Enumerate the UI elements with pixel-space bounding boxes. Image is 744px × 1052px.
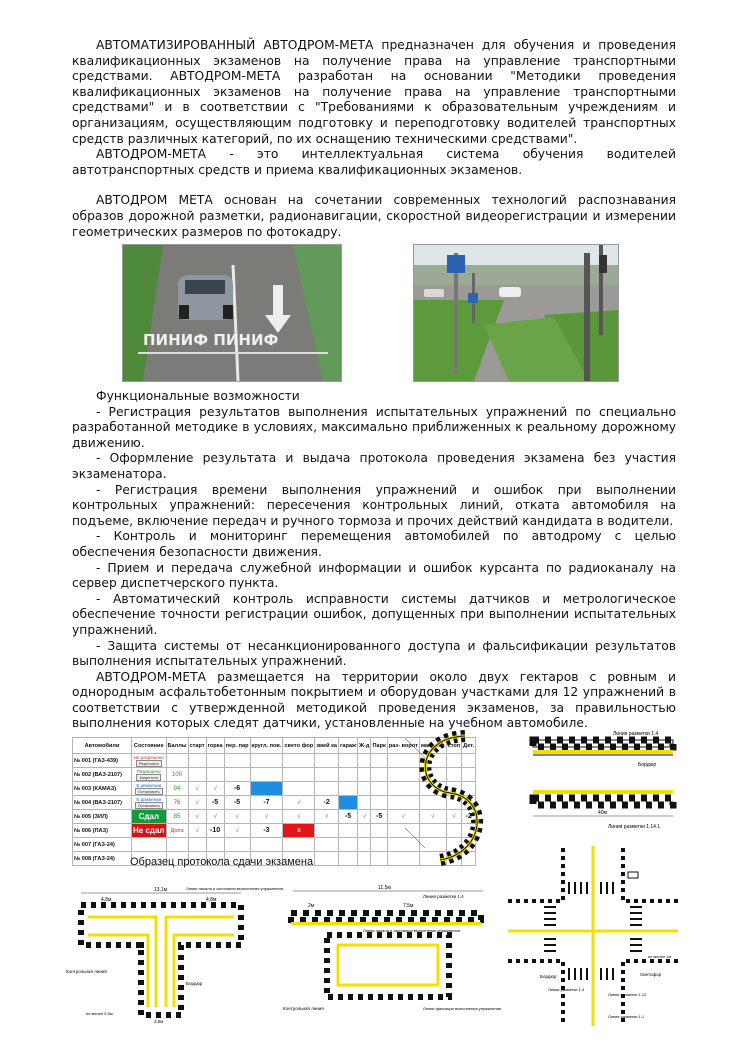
result-cell: √ xyxy=(446,810,462,824)
curb-label: Бордюр xyxy=(540,974,557,979)
start-line-label: Линия начала и окончания выполнения упражнения xyxy=(186,886,283,891)
score-cell: 94 xyxy=(166,782,188,796)
result-cell: √ xyxy=(188,796,206,810)
car-cell: № 007 (ГАЗ-24) xyxy=(73,838,132,852)
header-cell: пер. пар xyxy=(224,738,250,754)
left-dim-label: 4,8м xyxy=(101,897,112,903)
result-cell: -6 xyxy=(224,782,250,796)
min-dim-label: не менее 5,5м xyxy=(86,1011,113,1016)
car-cell: № 008 (ГАЗ-24) xyxy=(73,852,132,866)
traffic-light-label: Светофор xyxy=(640,972,662,977)
result-cell: √ xyxy=(206,810,224,824)
result-cell: √ xyxy=(250,810,283,824)
marking-label-1: Линия разметки 1.4 xyxy=(548,987,585,992)
header-cell: Дет. xyxy=(462,738,476,754)
state-cell xyxy=(132,754,167,768)
result-cell: -7 xyxy=(250,796,283,810)
score-cell: Допа xyxy=(166,824,188,838)
right-dim-label: 7,5м xyxy=(403,903,414,909)
stop-button[interactable]: Остановить xyxy=(135,802,163,809)
result-cell: √ xyxy=(224,824,250,838)
header-cell: гараж xyxy=(339,738,358,754)
result-cell: √ xyxy=(387,810,419,824)
status-fail-badge: Не сдал xyxy=(132,824,167,838)
photo-test-track-markings xyxy=(122,244,342,382)
marking-label-2: Линия разметки 1.14.1 xyxy=(608,824,661,830)
protocol-caption: Образец протокола сдачи экзамена xyxy=(130,856,314,868)
road-marking-text: ПИНИФ ПИНИФ xyxy=(143,331,279,349)
feature-item: - Оформление результата и выдача протокола проведения экзамена без участия экзаменатора. xyxy=(72,451,676,481)
score-cell: 85 xyxy=(166,810,188,824)
marking-label: Линия разметки 1.4 xyxy=(423,894,464,899)
header-cell: Состояние xyxy=(132,738,167,754)
header-cell: кругл. пов. xyxy=(250,738,283,754)
result-cell: √ xyxy=(188,810,206,824)
allow-button[interactable]: Разрешить xyxy=(136,760,162,767)
marking-label: Линия разметки 1.4 xyxy=(613,731,659,737)
intro-paragraph-1: АВТОМАТИЗИРОВАННЫЙ АВТОДРОМ-МЕТА предназначен для обучения и проведения квалификационных экзаменов на получение права на управление транспортными средствами. АВТОДРОМ-МЕТА разработан на основании "Методики проведения квалификационных экзаменов на получение права на управление транспортными средствами" и в соответствии с "Требованиями к образовательным учреждениям и организациям, осуществляющим подготовку и переподготовку водителей транспортных средств различных категорий, по их оснащению техническими средствами". xyxy=(72,38,676,146)
header-cell: старт xyxy=(188,738,206,754)
feature-item: - Регистрация времени выполнения упражнений и ошибок при выполнении контрольных упражнений: пересечения контрольных линий, отката автомобиля на подъеме, включение передач и ручного тормоза и прочих действий кандидата в водители. xyxy=(72,482,676,528)
curb-label: Бордюр xyxy=(186,981,203,986)
feature-item: - Автоматический контроль исправности системы датчиков и метрологическое обеспечение точности регистрации ошибок, допущенных при выполнении испытательных упражнений. xyxy=(72,591,676,637)
result-cell: √ xyxy=(315,810,339,824)
diagram-straight-lane xyxy=(528,728,678,838)
car-cell: № 002 (ВАЗ-2107) xyxy=(73,768,132,782)
result-cell: -5 xyxy=(224,796,250,810)
result-cell: -2 xyxy=(315,796,339,810)
header-cell: Автомобили xyxy=(73,738,132,754)
diagram-garage xyxy=(283,885,502,1025)
deny-button[interactable]: Запретить xyxy=(136,774,161,781)
result-cell: √ xyxy=(206,782,224,796)
header-cell: Баллы xyxy=(166,738,188,754)
start-line-label: Линия начала и окончания выполнения упражнения xyxy=(363,928,460,933)
intro-paragraph-3: АВТОДРОМ МЕТА основан на сочетании современных технологий распознавания образов дорожной разметки, радионавигации, скоростной видеорегистрации и измерении геометрических размеров по фотокадру. xyxy=(72,193,676,239)
width-label: 11,5м xyxy=(378,885,391,891)
car-cell: № 004 (ВАЗ-2107) xyxy=(73,796,132,810)
result-cell: √ xyxy=(283,796,315,810)
right-dim-label: 4,8м xyxy=(206,897,217,903)
header-cell: макс ост xyxy=(419,738,446,754)
state-text: В движении xyxy=(136,782,162,788)
header-cell: свето фор xyxy=(283,738,315,754)
result-cell-active xyxy=(339,796,358,810)
feature-item: - Защита системы от несанкционированного доступа и фальсификации результатов выполнения испытательных упражнений. xyxy=(72,638,676,669)
result-cell: √ xyxy=(283,810,315,824)
diagram-snake-course xyxy=(395,728,505,868)
result-cell: √ xyxy=(188,782,206,796)
result-cell: -2 xyxy=(462,810,476,824)
state-cell xyxy=(132,768,167,782)
features-title: Функциональные возможности xyxy=(96,389,300,403)
result-cell: -3 xyxy=(250,824,283,838)
header-cell: Ж-д xyxy=(357,738,370,754)
feature-item: - Контроль и мониторинг перемещения автомобилей по автодрому с целью обеспечения безопасности движения. xyxy=(72,529,676,559)
state-text: Разрешено xyxy=(137,768,161,774)
car-cell: № 005 (ЗИЛ) xyxy=(73,810,132,824)
min-dim-label: не менее 1м xyxy=(648,954,672,959)
status-pass-badge: Сдал xyxy=(132,810,167,824)
result-cell: √ xyxy=(188,824,206,838)
header-cell: стоп xyxy=(446,738,462,754)
features-section xyxy=(72,389,676,732)
score-cell xyxy=(166,754,188,768)
fix-line-label: Линия фиксации выполнения упражнения xyxy=(423,1006,502,1011)
result-cell: -5 xyxy=(371,810,387,824)
marking-label-3: Линия разметки 1.1 xyxy=(608,1014,645,1019)
state-text: В движении xyxy=(136,796,162,802)
state-text: Не разрешено xyxy=(133,754,164,760)
left-dim-label: 2м xyxy=(308,903,315,909)
result-cell-failed: Х xyxy=(283,824,315,838)
marking-label-2: Линия разметки 1.12 xyxy=(608,992,647,997)
curb-label: Бордюр xyxy=(638,762,657,768)
traffic-light-icon xyxy=(628,872,638,878)
header-cell: раз- ворот xyxy=(387,738,419,754)
control-line-label: Контрольная линия xyxy=(283,1006,324,1011)
result-cell: -10 xyxy=(206,824,224,838)
result-cell: -5 xyxy=(339,810,358,824)
car-cell: № 001 (ГАЗ-439) xyxy=(73,754,132,768)
diagram-t-turn xyxy=(66,885,283,1025)
header-cell: Парк xyxy=(371,738,387,754)
feature-item: - Регистрация результатов выполнения испытательных упражнений по специально разработанной методике в условиях, максимально приближенных к реальному дорожному движению. xyxy=(72,404,676,450)
result-cell: -5 xyxy=(206,796,224,810)
features-closing: АВТОДРОМ-МЕТА размещается на территории около двух гектаров с ровным и однородным асфальтобетонным покрытием и оборудован участками для 12 упражнений в соответствии с утвержденной методикой проведения экзаменов, за правильностью выполнения которых следят датчики, установленные на учебном автомобиле. xyxy=(72,669,676,731)
header-cell: горка xyxy=(206,738,224,754)
result-cell: √ xyxy=(419,810,446,824)
result-cell: -3 xyxy=(462,796,476,810)
diagram-crossroad xyxy=(508,846,678,1026)
lane-width-label: 40м xyxy=(598,810,607,816)
state-cell xyxy=(132,782,167,796)
car-cell: № 003 (КАМАЗ) xyxy=(73,782,132,796)
width-label: 13,1м xyxy=(154,887,168,893)
result-cell-active xyxy=(250,782,283,796)
photo-test-track-intersection xyxy=(413,244,619,382)
car-cell: № 006 (ПАЗ) xyxy=(73,824,132,838)
feature-item: - Прием и передача служебной информации и ошибок курсанта по радиоканалу на сервер диспетчерского пункта. xyxy=(72,560,676,591)
intro-paragraph-2: АВТОДРОМ-МЕТА - это интеллектуальная система обучения водителей автотранспортных средств и приема квалификационных экзаменов. xyxy=(72,147,676,177)
state-cell xyxy=(132,796,167,810)
bottom-dim-label: 3,5м xyxy=(154,1019,164,1024)
control-line-label: Контрольная линия xyxy=(66,969,107,974)
score-cell: 76 xyxy=(166,796,188,810)
score-cell: 100 xyxy=(166,768,188,782)
intro-text xyxy=(72,38,676,240)
result-cell: √ xyxy=(224,810,250,824)
result-cell: √ xyxy=(357,810,370,824)
stop-button[interactable]: Остановить xyxy=(135,788,163,795)
header-cell: змей ка xyxy=(315,738,339,754)
